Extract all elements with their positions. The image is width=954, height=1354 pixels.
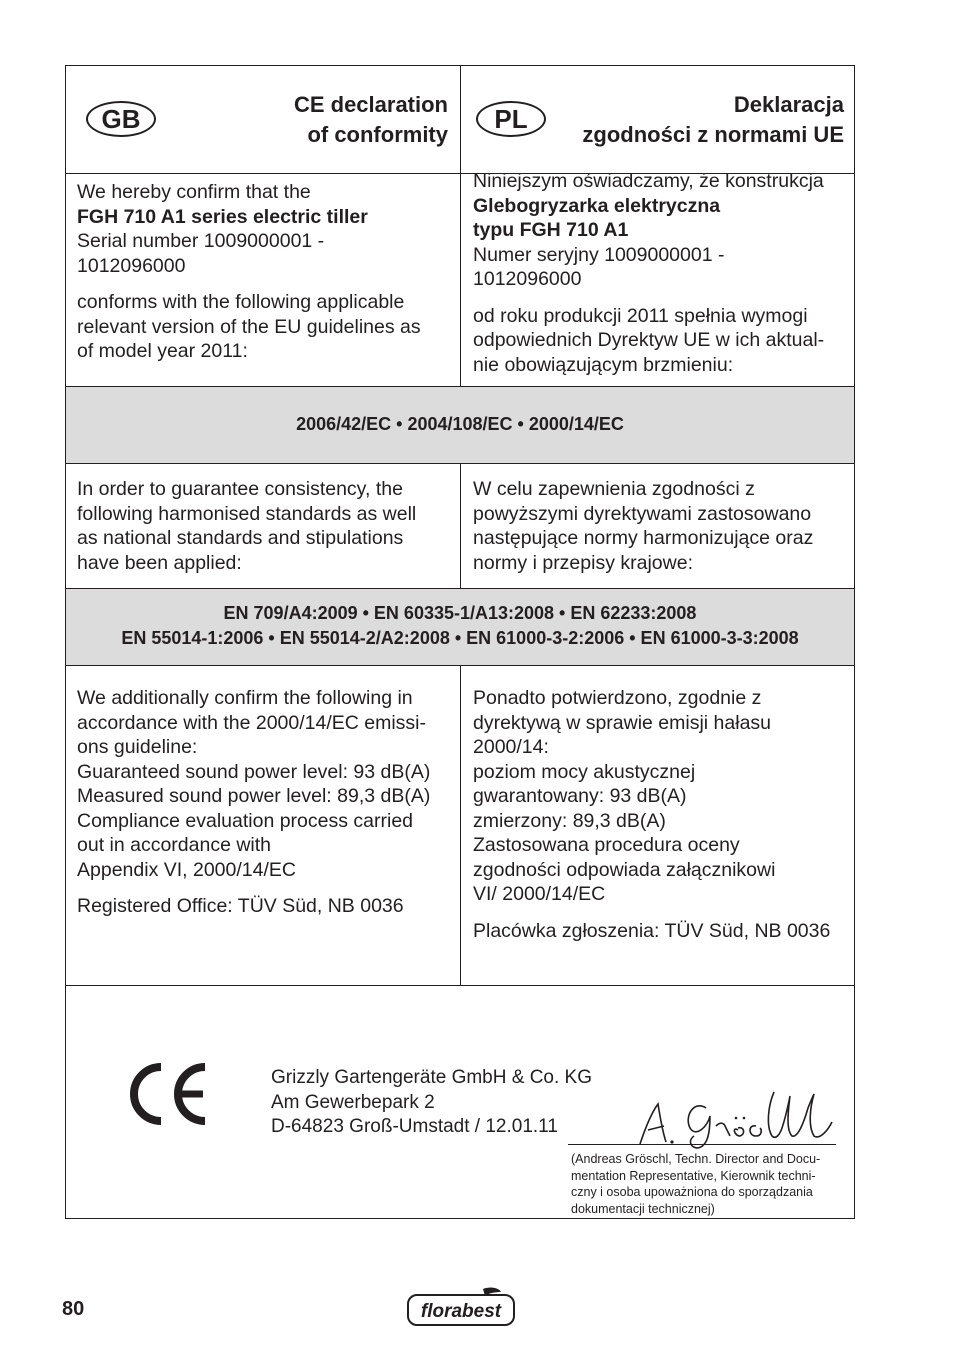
manufacturer-address <box>271 1066 592 1140</box>
company-street: Am Gewerbepark 2 <box>271 1091 435 1113</box>
section3-en-line: ons guideline: <box>77 736 198 758</box>
measured-sound-level-en: Measured sound power level: 89,3 dB(A) <box>77 785 431 807</box>
section1-en-line: conforms with the following applicable <box>77 291 405 313</box>
product-name-en: FGH 710 A1 series electric tiller <box>77 205 368 228</box>
section3-pl-line: 2000/14: <box>473 736 549 758</box>
signature-line <box>568 1144 836 1145</box>
guaranteed-sound-level-pl: gwarantowany: 93 dB(A) <box>473 785 687 807</box>
directives-text: 2006/42/EC • 2004/108/EC • 2000/14/EC <box>296 414 624 434</box>
section2-pl-line: powyższymi dyrektywami zastosowano <box>473 502 812 525</box>
column-divider-2 <box>460 463 461 588</box>
section1-en <box>77 180 452 364</box>
pl-heading <box>546 90 844 150</box>
product-name-pl: Glebogryzarka elektryczna <box>473 194 721 217</box>
standards-line-1: EN 709/A4:2009 • EN 60335-1/A13:2008 • EN 62233:2008 <box>223 603 697 623</box>
section1-en-line: relevant version of the EU guidelines as <box>77 315 421 338</box>
signatory-caption-line: (Andreas Gröschl, Techn. Director and Docu- <box>571 1152 821 1166</box>
section3-en-line: Appendix VI, 2000/14/EC <box>77 858 296 881</box>
svg-text:florabest: florabest <box>420 1301 502 1322</box>
signatory-caption <box>571 1151 856 1217</box>
page-number: 80 <box>62 1298 85 1320</box>
section1-pl-line: od roku produkcji 2011 spełnia wymogi <box>473 304 808 327</box>
ce-mark-icon <box>121 1059 211 1129</box>
section3-pl-line: dyrektywą w sprawie emisji hałasu <box>473 711 772 734</box>
section2-pl <box>473 477 853 575</box>
company-name: Grizzly Gartengeräte GmbH & Co. KG <box>271 1067 592 1088</box>
product-type-pl: typu FGH 710 A1 <box>473 219 629 241</box>
section3-en <box>77 686 455 919</box>
section2-en-line: as national standards and stipulations <box>77 527 404 549</box>
section3-en-line: accordance with the 2000/14/EC emissi- <box>77 711 427 734</box>
section2-en-line: In order to guarantee consistency, the <box>77 478 403 500</box>
directives-band <box>66 386 854 463</box>
section2-pl-line: następujące normy harmonizujące oraz <box>473 527 814 549</box>
gb-heading <box>186 90 448 150</box>
company-city-date: D-64823 Groß-Umstadt / 12.01.11 <box>271 1116 558 1137</box>
registered-office-pl: Placówka zgłoszenia: TÜV Süd, NB 0036 <box>473 919 831 942</box>
section3-pl-line: VI/ 2000/14/EC <box>473 883 606 905</box>
section1-pl-line: Numer seryjny 1009000001 - <box>473 243 725 266</box>
signature-image <box>636 1086 836 1150</box>
section3-en-line: We additionally confirm the following in <box>77 687 413 709</box>
standards-line-2: EN 55014-1:2006 • EN 55014-2/A2:2008 • EN 61000-3-2:2006 • EN 61000-3-3:2008 <box>121 628 799 648</box>
declaration-frame <box>65 65 855 1219</box>
pl-heading-line-2: zgodności z normami UE <box>582 122 844 147</box>
section3-pl-line: Zastosowana procedura oceny <box>473 834 740 856</box>
section3-en-line: Compliance evaluation process carried <box>77 809 414 832</box>
section1-pl-line: 1012096000 <box>473 268 582 290</box>
divider-directives <box>66 463 854 464</box>
section1-pl-line: nie obowiązującym brzmieniu: <box>473 353 734 376</box>
section1-pl-line: Niniejszym oświadczamy, że konstrukcja <box>473 170 824 192</box>
signatory-caption-line: czny i osoba upoważniona do sporządzania <box>571 1185 813 1199</box>
signatory-caption-line: mentation Representative, Kierownik techni- <box>571 1168 816 1183</box>
florabest-logo <box>405 1286 517 1328</box>
signatory-caption-line: dokumentacji technicznej) <box>571 1201 715 1216</box>
section2-en-line: have been applied: <box>77 551 242 574</box>
section3-pl-line: Ponadto potwierdzono, zgodnie z <box>473 687 762 709</box>
divider-standards <box>66 665 854 666</box>
guaranteed-sound-level-en: Guaranteed sound power level: 93 dB(A) <box>77 760 431 783</box>
standards-band <box>66 588 854 665</box>
section2-pl-line: normy i przepisy krajowe: <box>473 551 693 574</box>
measured-sound-level-pl: zmierzony: 89,3 dB(A) <box>473 809 666 832</box>
section2-en <box>77 477 452 575</box>
section1-en-line: 1012096000 <box>77 254 186 277</box>
pl-badge: PL <box>476 101 546 137</box>
column-divider-1 <box>460 66 461 386</box>
section3-en-line: out in accordance with <box>77 834 272 856</box>
section3-pl <box>473 686 853 943</box>
section2-en-line: following harmonised standards as well <box>77 502 417 525</box>
gb-heading-line-1: CE declaration <box>293 92 448 117</box>
column-divider-3 <box>460 665 461 985</box>
gb-badge: GB <box>86 101 156 137</box>
section3-pl-line: zgodności odpowiada załącznikowi <box>473 858 776 881</box>
section1-en-line: of model year 2011: <box>77 340 248 362</box>
section1-pl <box>473 169 853 377</box>
pl-heading-line-1: Deklaracja <box>733 92 844 117</box>
section2-pl-line: W celu zapewnienia zgodności z <box>473 478 755 500</box>
section1-en-line: We hereby confirm that the <box>77 181 311 203</box>
gb-heading-line-2: of conformity <box>307 122 448 147</box>
section1-en-line: Serial number 1009000001 - <box>77 230 325 252</box>
registered-office-en: Registered Office: TÜV Süd, NB 0036 <box>77 895 404 917</box>
divider-footer <box>66 985 854 986</box>
section3-pl-line: poziom mocy akustycznej <box>473 760 696 783</box>
section1-pl-line: odpowiednich Dyrektyw UE w ich aktual- <box>473 329 825 351</box>
